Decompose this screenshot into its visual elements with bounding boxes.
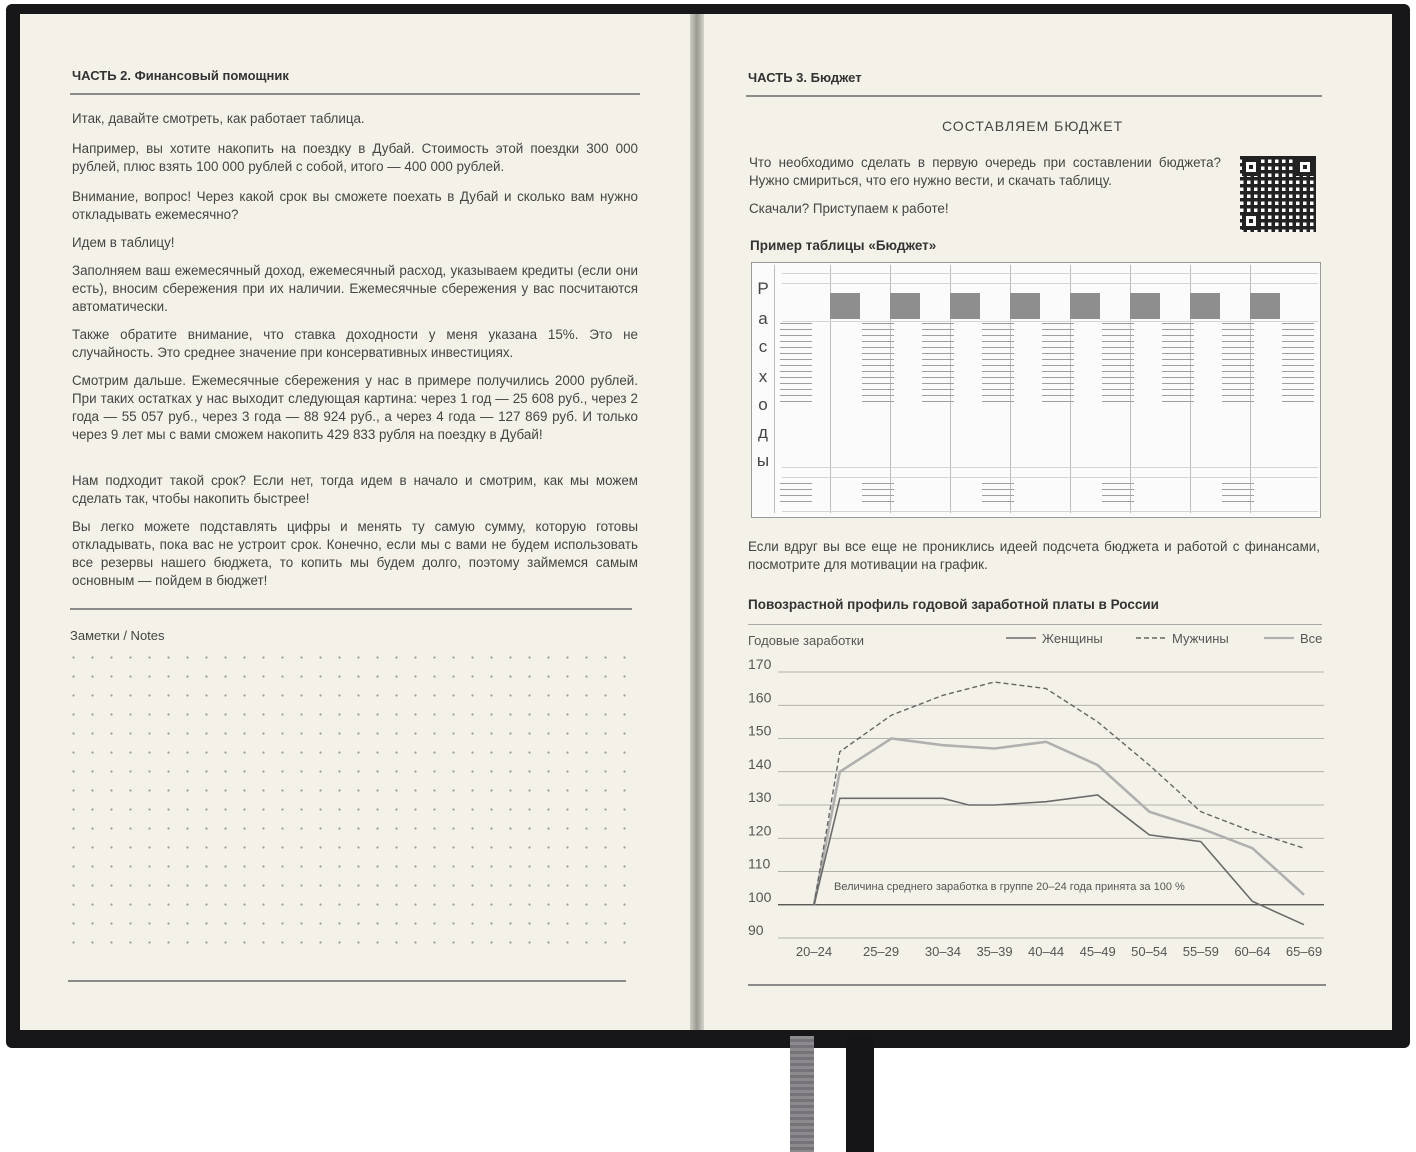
chart-legend bbox=[1006, 631, 1322, 646]
paragraph-6: Также обратите внимание, что ставка доходности у меня указана 15%. Это не случайность. Это среднее значение при консервативных инвестициях. bbox=[72, 327, 638, 360]
legend-all-label: Все bbox=[1300, 631, 1323, 646]
section-title: СОСТАВЛЯЕМ БЮДЖЕТ bbox=[942, 118, 1124, 134]
intro-paragraph: Что необходимо сделать в первую очередь при составлении бюджета? Нужно смириться, что его нужно вести, и скачать таблицу. bbox=[749, 155, 1221, 188]
table-values bbox=[982, 483, 1014, 507]
vertical-letter: о bbox=[758, 395, 768, 414]
header-rule bbox=[746, 95, 1322, 97]
table-shaded-cell bbox=[890, 293, 920, 319]
table-shaded-cell bbox=[1010, 293, 1040, 319]
table-values bbox=[922, 323, 954, 403]
y-tick-label: 140 bbox=[748, 755, 772, 772]
y-tick-label: 100 bbox=[748, 888, 772, 905]
y-axis-label: Годовые заработки bbox=[748, 633, 864, 648]
x-tick-label: 50–54 bbox=[1131, 944, 1168, 959]
qr-finder bbox=[1296, 158, 1314, 176]
table-row-line bbox=[782, 273, 1318, 274]
table-values bbox=[1102, 483, 1134, 507]
x-tick-label: 25–29 bbox=[862, 944, 900, 959]
table-row-labels bbox=[780, 483, 812, 507]
paragraph-4: Идем в таблицу! bbox=[72, 235, 175, 250]
chart-annotation: Величина среднего заработка в группе 20–24 года принята за 100 % bbox=[834, 881, 1185, 893]
x-tick-label: 35–39 bbox=[976, 944, 1013, 959]
x-tick-label: 65–69 bbox=[1285, 944, 1323, 959]
table-row-labels bbox=[780, 323, 812, 403]
x-tick-label: 40–44 bbox=[1028, 944, 1065, 959]
left-page-header: ЧАСТЬ 2. Финансовый помощник bbox=[72, 68, 289, 83]
right-page-header: ЧАСТЬ 3. Бюджет bbox=[748, 70, 862, 85]
table-values bbox=[1162, 323, 1194, 403]
vertical-letter: а bbox=[758, 309, 768, 328]
x-tick-label: 55–59 bbox=[1182, 944, 1219, 959]
table-row-line bbox=[782, 511, 1318, 512]
vertical-letter: х bbox=[758, 367, 768, 386]
table-values bbox=[1222, 323, 1254, 403]
qr-code[interactable] bbox=[1240, 156, 1316, 232]
y-tick-label: 120 bbox=[748, 822, 772, 839]
x-tick-label: 45–49 bbox=[1079, 944, 1116, 959]
notes-bottom-rule bbox=[68, 980, 626, 982]
vertical-letter: Р bbox=[757, 279, 769, 298]
table-shaded-cell bbox=[1250, 293, 1280, 319]
qr-finder bbox=[1242, 212, 1260, 230]
table-gridline bbox=[774, 265, 775, 513]
legend-women-label: Женщины bbox=[1042, 631, 1103, 646]
notes-top-rule bbox=[70, 608, 632, 610]
table-title: Пример таблицы «Бюджет» bbox=[750, 238, 937, 253]
series-line-all bbox=[814, 739, 1304, 905]
table-values bbox=[1222, 483, 1254, 507]
dot-grid[interactable] bbox=[64, 648, 634, 960]
notes-label: Заметки / Notes bbox=[70, 628, 165, 643]
table-values bbox=[862, 483, 894, 507]
table-shaded-cell bbox=[1130, 293, 1160, 319]
x-tick-label: 20–24 bbox=[795, 944, 833, 959]
qr-finder bbox=[1242, 158, 1260, 176]
table-values bbox=[1102, 323, 1134, 403]
paragraph-2: Например, вы хотите накопить на поездку в Дубай. Стоимость этой поездки 300 000 рублей, плюс взять 100 000 рублей с собой, итого — 400 000 рублей. bbox=[72, 141, 638, 174]
paragraph-5: Заполняем ваш ежемесячный доход, ежемесячный расход, указываем кредиты (если они есть), вносим сбережения при их наличии. Ежемесячные сбережения у вас посчитаются автоматически. bbox=[72, 263, 638, 314]
table-values bbox=[1282, 323, 1314, 403]
table-row-line bbox=[782, 321, 1318, 322]
y-tick-label: 170 bbox=[748, 656, 772, 672]
vertical-letter: с bbox=[758, 337, 768, 356]
y-tick-label: 160 bbox=[748, 689, 772, 706]
header-rule bbox=[70, 93, 640, 95]
paragraph-7: Смотрим дальше. Ежемесячные сбережения у нас в примере получились 2000 рублей. При таких остатках у нас выходит следующая картина: через 1 год — 25 608 руб., через 2 года — 55 057 руб., через 3 года — 88 924 руб., а через 4 года — 127 869 руб. И только через 9 лет мы с вами сможем накопить 429 833 рубля на поездку в Дубай! bbox=[72, 373, 638, 442]
vertical-letter: ы bbox=[756, 451, 770, 470]
vertical-letter: д bbox=[758, 423, 768, 442]
bookmark-ribbon-black[interactable] bbox=[846, 1036, 874, 1152]
budget-table-image bbox=[751, 262, 1321, 518]
paragraph-8: Нам подходит такой срок? Если нет, тогда идем в начало и смотрим, как мы можем сделать так, чтобы накопить быстрее! bbox=[72, 473, 638, 506]
table-values bbox=[982, 323, 1014, 403]
y-tick-label: 150 bbox=[748, 722, 772, 739]
y-tick-label: 110 bbox=[748, 855, 771, 872]
outro-paragraph: Если вдруг вы все еще не прониклись идеей подсчета бюджета и работой с финансами, посмотрите для мотивации на график. bbox=[748, 539, 1320, 572]
legend-men-label: Мужчины bbox=[1172, 631, 1229, 646]
x-tick-label: 60–64 bbox=[1234, 944, 1271, 959]
table-row-line bbox=[782, 283, 1318, 284]
book-gutter bbox=[690, 14, 704, 1030]
y-tick-label: 90 bbox=[748, 922, 764, 938]
y-tick-label: 130 bbox=[748, 789, 772, 805]
table-row-line bbox=[782, 467, 1318, 468]
bottom-rule bbox=[748, 984, 1326, 986]
table-shaded-cell bbox=[1190, 293, 1220, 319]
x-tick-label: 30–34 bbox=[924, 944, 962, 959]
intro-paragraph-2: Скачали? Приступаем к работе! bbox=[749, 201, 949, 216]
table-shaded-cell bbox=[950, 293, 980, 319]
bookmark-ribbon-grey[interactable] bbox=[790, 1036, 814, 1152]
table-values bbox=[862, 323, 894, 403]
table-values bbox=[1042, 323, 1074, 403]
chart-title: Повозрастной профиль годовой заработной платы в России bbox=[748, 597, 1159, 612]
paragraph-1: Итак, давайте смотреть, как работает таблица. bbox=[72, 111, 365, 126]
salary-age-profile-chart bbox=[744, 630, 1332, 970]
paragraph-9: Вы легко можете подставлять цифры и менять ту самую сумму, которую готовы откладывать, пока вас не устроит срок. Конечно, если мы с вами не будем использовать все резервы нашего бюджета, то копить мы будем долго, поэтому займемся самым основным — пойдем в бюджет! bbox=[72, 519, 638, 588]
table-row-line bbox=[782, 477, 1318, 478]
chart-title-rule bbox=[748, 624, 1322, 625]
table-shaded-cell bbox=[830, 293, 860, 319]
table-shaded-cell bbox=[1070, 293, 1100, 319]
paragraph-3: Внимание, вопрос! Через какой срок вы сможете поехать в Дубай и сколько вам нужно откладывать ежемесячно? bbox=[72, 189, 638, 222]
